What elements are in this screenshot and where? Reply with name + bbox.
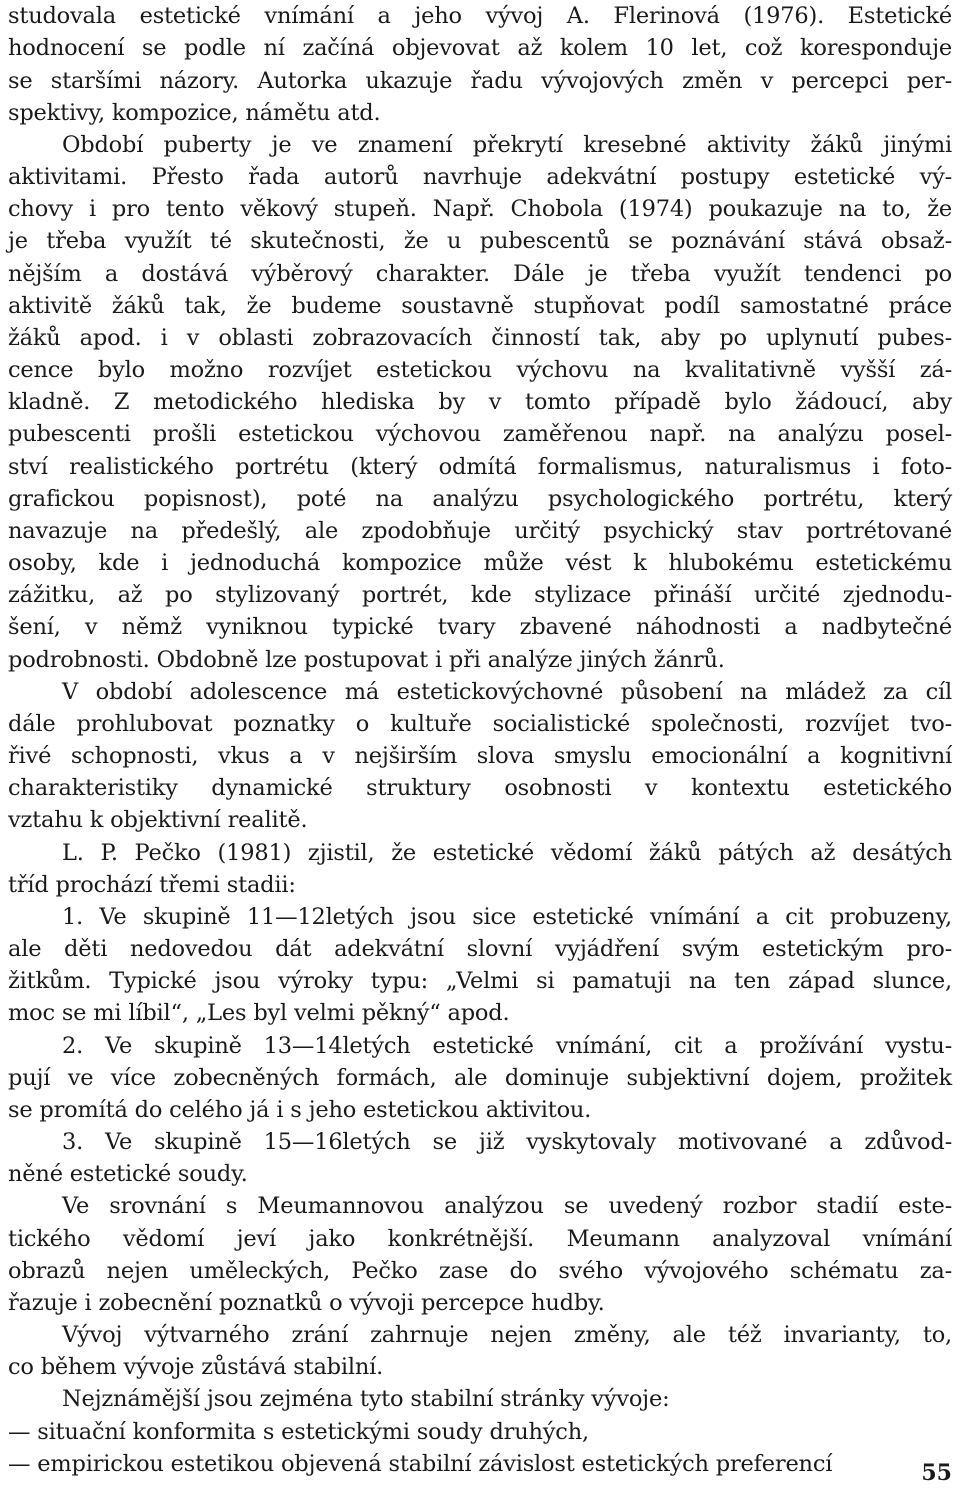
text-line: je třeba využít té skutečnosti, že u pubescentů se poznávání stává obsaž- — [8, 228, 952, 254]
text-line: grafickou popisnost), poté na analýzu psychologického portrétu, který — [8, 486, 952, 512]
text-line: zážitku, až po stylizovaný portrét, kde stylizace přináší určité zjednodu- — [8, 582, 952, 608]
text-line: osoby, kde i jednoduchá kompozice může vést k hlubokému estetickému — [8, 550, 952, 576]
text-line: podrobnosti. Obdobně lze postupovat i při analýze jiných žánrů. — [8, 647, 725, 673]
text-line: aktivitami. Přesto řada autorů navrhuje adekvátní postupy estetické vý- — [8, 164, 952, 190]
dash-list-item: — situační konformita s estetickými soudy druhých, — [8, 1419, 589, 1445]
text-line: žitkům. Typické jsou výroky typu: „Velmi si pamatuji na ten západ slunce, — [8, 968, 952, 994]
text-line: kladně. Z metodického hlediska by v tomto případě bylo žádoucí, aby — [8, 389, 952, 415]
text-line: tříd prochází třemi stadii: — [8, 872, 296, 898]
text-line: dále prohlubovat poznatky o kultuře socialistické společnosti, rozvíjet tvo- — [8, 711, 952, 737]
text-line: se promítá do celého já i s jeho estetickou aktivitou. — [8, 1097, 592, 1123]
text-line: charakteristiky dynamické struktury osobnosti v kontextu estetického — [8, 775, 952, 801]
dash-list-item: — empirickou estetikou objevená stabilní závislost estetických preferencí — [8, 1451, 833, 1477]
text-line: Nejznámější jsou zejména tyto stabilní stránky vývoje: — [62, 1386, 670, 1412]
text-line: šení, v němž vyniknou typické tvary zbavené náhodnosti a nadbytečné — [8, 614, 952, 640]
text-line: Ve srovnání s Meumannovou analýzou se uvedený rozbor stadií este- — [62, 1193, 952, 1219]
text-line: se staršími názory. Autorka ukazuje řadu vývojových změn v percepci per- — [8, 68, 952, 94]
text-line: řazuje i zobecnění poznatků o vývoji percepce hudby. — [8, 1290, 605, 1316]
text-line: žáků apod. i v oblasti zobrazovacích činností tak, aby po uplynutí pubes- — [8, 325, 952, 351]
text-line: ale děti nedovedou dát adekvátní slovní vyjádření svým estetickým pro- — [8, 936, 952, 962]
text-line: tického vědomí jeví jako konkrétnější. Meumann analyzoval vnímání — [8, 1226, 952, 1252]
text-line: nějším a dostává výběrový charakter. Dále je třeba využít tendenci po — [8, 261, 952, 287]
text-line: obrazů nejen uměleckých, Pečko zase do svého vývojového schématu za- — [8, 1258, 952, 1284]
text-line: Období puberty je ve znamení překrytí kresebné aktivity žáků jinými — [62, 132, 952, 158]
list-item: 2. Ve skupině 13—14letých estetické vnímání, cit a prožívání vystu- — [62, 1033, 952, 1059]
text-line: vztahu k objektivní realitě. — [8, 807, 308, 833]
list-item: 1. Ve skupině 11—12letých jsou sice estetické vnímání a cit probuzeny, — [62, 904, 952, 930]
text-line: moc se mi líbil“, „Les byl velmi pěkný“ apod. — [8, 1000, 510, 1026]
text-line: spektivy, kompozice, námětu atd. — [8, 100, 381, 126]
text-line: V období adolescence má estetickovýchovné působení na mládež za cíl — [62, 679, 952, 705]
text-line: L. P. Pečko (1981) zjistil, že estetické vědomí žáků pátých až desátých — [62, 840, 952, 866]
list-item: 3. Ve skupině 15—16letých se již vyskytovaly motivované a zdůvod- — [62, 1129, 952, 1155]
text-line: ství realistického portrétu (který odmítá formalismus, naturalismus i foto- — [8, 454, 952, 480]
text-line: cence bylo možno rozvíjet estetickou výchovu na kvalitativně vyšší zá- — [8, 357, 952, 383]
text-line: studovala estetické vnímání a jeho vývoj A. Flerinová (1976). Estetické — [8, 3, 952, 29]
text-line: něné estetické soudy. — [8, 1161, 248, 1187]
text-line: aktivitě žáků tak, že budeme soustavně stupňovat podíl samostatné práce — [8, 293, 952, 319]
text-line: pubescenti prošli estetickou výchovou zaměřenou např. na analýzu posel- — [8, 421, 952, 447]
text-line: co během vývoje zůstává stabilní. — [8, 1354, 384, 1380]
text-line: navazuje na předešlý, ale zpodobňuje určitý psychický stav portrétované — [8, 518, 952, 544]
text-line: řivé schopnosti, vkus a v nejširším slova smyslu emocionální a kognitivní — [8, 743, 952, 769]
text-line: chovy i pro tento věkový stupeň. Např. Chobola (1974) poukazuje na to, že — [8, 196, 952, 222]
page-number: 55 — [921, 1460, 952, 1486]
text-line: hodnocení se podle ní začíná objevovat až kolem 10 let, což koresponduje — [8, 35, 952, 61]
text-line: pují ve více zobecněných formách, ale dominuje subjektivní dojem, prožitek — [8, 1065, 952, 1091]
text-line: Vývoj výtvarného zrání zahrnuje nejen změny, ale též invarianty, to, — [62, 1322, 952, 1348]
